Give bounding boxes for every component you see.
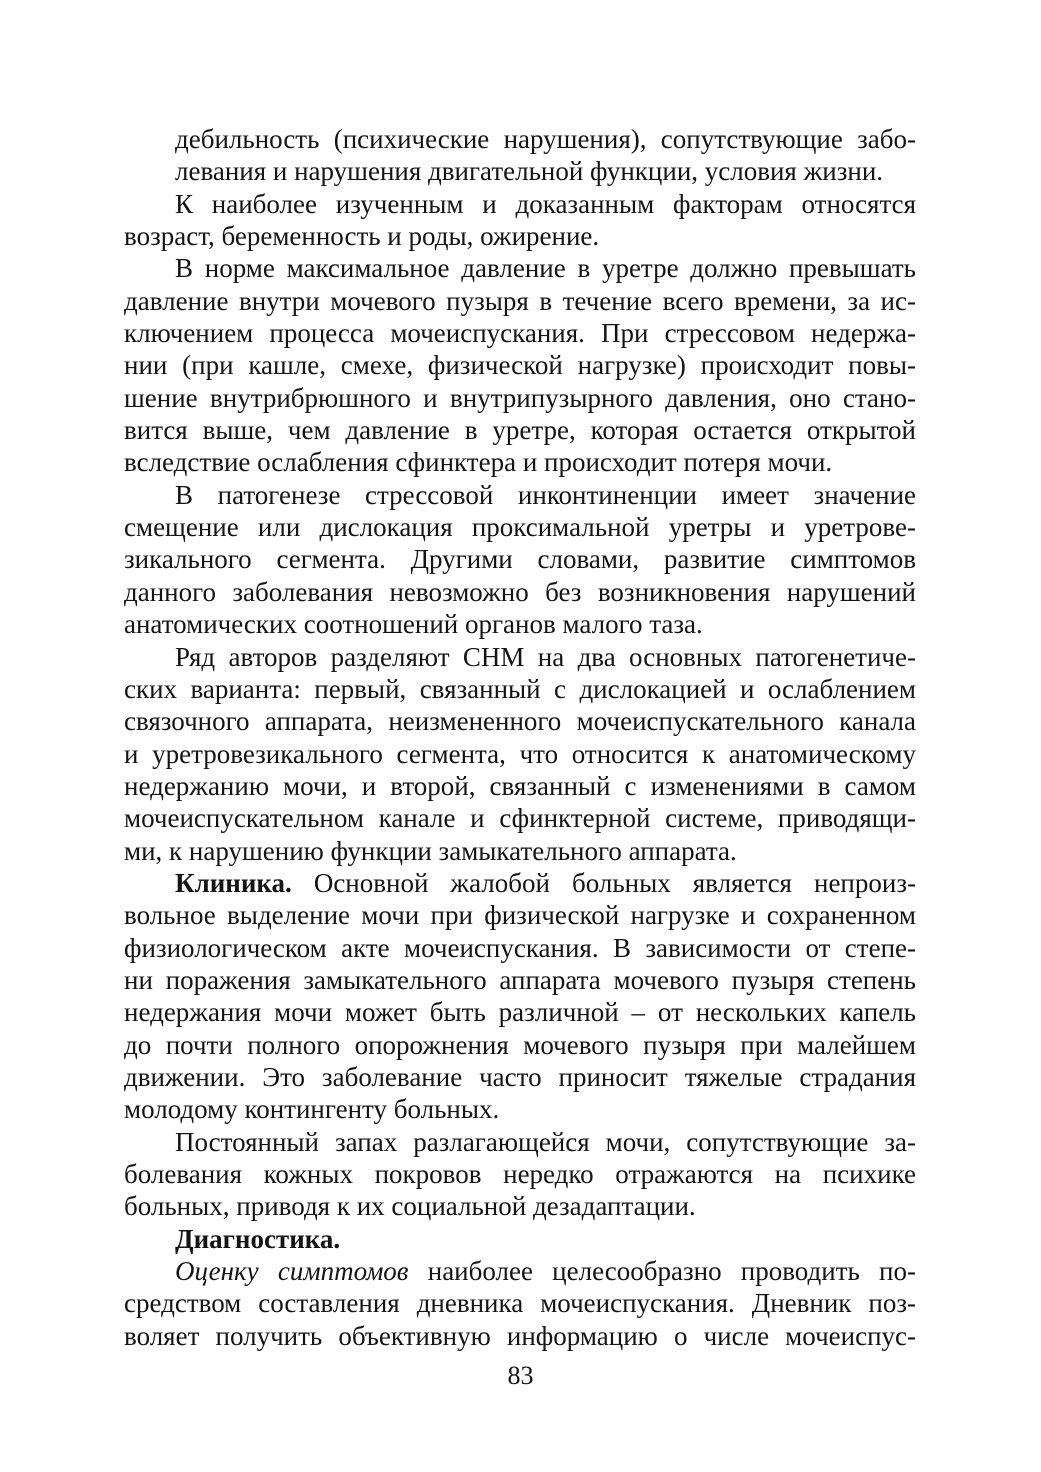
text-segment: К наиболее изученным и доказанным факторам относятся (175, 188, 916, 219)
text-segment: смещение или дислокация проксимальной уретры и уретрове- (124, 512, 916, 543)
text-line (124, 188, 916, 220)
text-segment: давление внутри мочевого пузыря в течение всего времени, за ис- (124, 285, 916, 316)
text-line (124, 511, 916, 543)
text-line (124, 1255, 916, 1287)
text-line (124, 252, 916, 284)
text-line (124, 899, 916, 931)
text-segment: физиологическом акте мочеиспускания. В зависимости от степе- (124, 932, 916, 963)
text-segment: наиболее целесообразно проводить по- (408, 1256, 916, 1287)
text-segment: ми, к нарушению функции замыкательного аппарата. (124, 835, 737, 866)
emphasis-text: Оценку симптомов (175, 1256, 409, 1287)
text-line (124, 835, 916, 867)
text-segment: Основной жалобой больных является непроиз- (291, 867, 916, 898)
text-line (124, 608, 916, 640)
body-text (124, 123, 916, 1352)
text-segment: ключением процесса мочеиспускания. При стрессовом недержа- (124, 318, 916, 349)
text-segment: болевания кожных покровов нередко отражаются на психике (124, 1159, 916, 1189)
text-segment: анатомических соотношений органов малого таза. (124, 609, 703, 640)
text-segment: возраст, беременность и роды, ожирение. (124, 221, 600, 252)
text-line (124, 738, 916, 770)
text-line (124, 1126, 916, 1158)
text-segment: мочеиспускательном канале и сфинктерной системе, приводящи- (124, 803, 916, 834)
text-segment: вследствие ослабления сфинктера и происходит потеря мочи. (124, 447, 833, 478)
text-line (124, 317, 916, 349)
text-line (124, 382, 916, 414)
text-segment: недержанию мочи, и второй, связанный с изменениями в самом (124, 770, 916, 801)
text-line (124, 1190, 916, 1222)
text-segment: ни поражения замыкательного аппарата мочевого пузыря степень (124, 964, 916, 995)
text-segment: В патогенезе стрессовой инконтиненции имеет значение (175, 479, 916, 510)
text-line (124, 964, 916, 996)
text-line (124, 1287, 916, 1319)
text-segment: Постоянный запах разлагающейся мочи, сопутствующие за- (175, 1126, 916, 1157)
text-segment: зикального сегмента. Другими словами, развитие симптомов (124, 544, 916, 575)
text-line (124, 705, 916, 737)
text-segment: В норме максимальное давление в уретре должно превышать (175, 253, 916, 284)
text-line (124, 414, 916, 446)
text-line (124, 1320, 916, 1352)
page-number: 83 (507, 1361, 534, 1390)
text-segment: средством составления дневника мочеиспускания. Дневник поз- (124, 1288, 916, 1319)
text-line (124, 932, 916, 964)
text-line (124, 123, 916, 155)
text-segment: левания и нарушения двигательной функции, условия жизни. (175, 156, 884, 187)
text-segment: больных, приводя к их социальной дезадаптации. (124, 1191, 696, 1222)
text-segment: связочного аппарата, неизмененного мочеиспускательного канала (124, 706, 916, 737)
text-line (124, 770, 916, 802)
text-line (124, 673, 916, 705)
text-segment: недержания мочи может быть различной – от нескольких капель (124, 997, 916, 1028)
text-line (124, 1093, 916, 1125)
text-segment: воляет получить объективную информацию о числе мочеиспус- (124, 1320, 916, 1351)
text-segment: молодому контингенту больных. (124, 1094, 500, 1125)
text-line (124, 1158, 916, 1190)
text-line (124, 867, 916, 899)
text-line (124, 543, 916, 575)
text-line (124, 1061, 916, 1093)
text-segment: вится выше, чем давление в уретре, которая остается открытой (124, 415, 916, 446)
text-line (124, 349, 916, 381)
text-segment: вольное выделение мочи при физической нагрузке и сохраненном (124, 900, 916, 931)
text-line (124, 479, 916, 511)
text-line (124, 641, 916, 673)
text-segment: шение внутрибрюшного и внутрипузырного давления, оно стано- (124, 382, 916, 413)
text-line (124, 1223, 916, 1255)
text-line (124, 1029, 916, 1061)
text-line (124, 802, 916, 834)
text-segment: дебильность (психические нарушения), сопутствующие забо- (175, 124, 916, 154)
text-segment: данного заболевания невозможно без возникновения нарушений (124, 576, 916, 607)
text-segment: Ряд авторов разделяют СНМ на два основных патогенетиче- (175, 641, 916, 672)
text-line (124, 996, 916, 1028)
text-segment: до почти полного опорожнения мочевого пузыря при малейшем (124, 1029, 916, 1060)
text-line (124, 155, 916, 187)
text-segment: движении. Это заболевание часто приносит тяжелые страдания (124, 1061, 916, 1092)
text-line (124, 576, 916, 608)
section-heading: Клиника. (175, 867, 292, 898)
text-line (124, 285, 916, 317)
text-segment: и уретровезикального сегмента, что относится к анатомическому (124, 738, 916, 769)
section-heading: Диагностика. (175, 1223, 341, 1254)
text-line (124, 446, 916, 478)
text-segment: ских варианта: первый, связанный с дислокацией и ослаблением (124, 673, 916, 704)
text-line (124, 220, 916, 252)
text-segment: нии (при кашле, смехе, физической нагрузке) происходит повы- (124, 350, 916, 381)
